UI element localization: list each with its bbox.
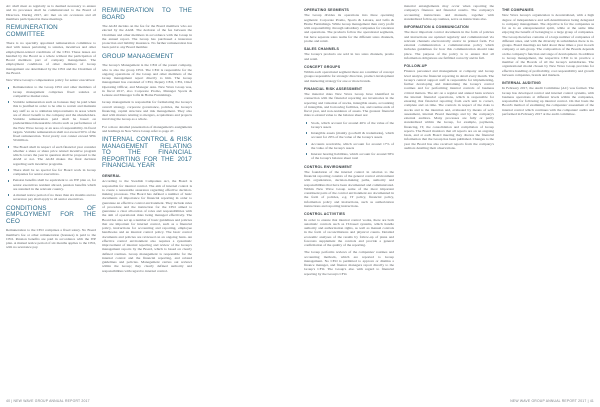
remuneration-committee-heading: REMUNERATION COMMITTEE bbox=[6, 24, 58, 38]
list-item: Interest bearing liabilities, which account for around 58% of the Group's balance sheet total bbox=[311, 152, 394, 161]
control-environment-subheading: CONTROL ENVIRONMENT bbox=[304, 164, 353, 169]
concept-groups-subheading: CONCEPT GROUPS bbox=[304, 64, 341, 69]
group-management-paragraph-3: For a more detailed presentation of management's assignments and holdings in New Wave Group refer to page 47. bbox=[102, 124, 192, 133]
intro-paragraph: AC shall meet as regularly as is deemed necessary to ensure and its processes shall be communicated to the Board of Directors. During 2017, AC met on six occasions and all members participated in these meetings. bbox=[6, 4, 96, 21]
list-item: Pension benefits shall be equivalent to an ITP plan or, for senior executives resident abroad, pension benefits which are standard in the relevant country. bbox=[13, 178, 96, 191]
sales-channels-subheading: SALES CHANNELS bbox=[304, 47, 340, 52]
risk-list bbox=[304, 121, 394, 161]
general-paragraph: According to the Swedish Companies Act, the Board is responsible for internal control. The aim of internal control is to create a reasonable assurance regarding effective decision-making processes. The Board has defined a number of basic documents of importance for financial reporting in order to guarantee an effective control environment. They include rules of procedure and the instruction for the CEO aimed to guarantee a clear allocation of roles and responsibilities with the aim of operational risks being managed effectively. The Board has also set up a number of basic guidelines and policies that are important for internal control, such as a financial policy, instructions for accounting and reporting, employee handbooks and an internal control policy. The basic control documents and policies are reviewed on an ongoing basis. An effective control environment also requires a systematic improvement of internal reporting and review of the Group's management reports by the Board, which is based on clearly defined routines. Group management is responsible for the internal control and the financial reporting, and related guidelines and policies. Management carries out reviews within the Group; they clearly defined authority and responsibilities with regard to internal control. bbox=[102, 179, 192, 273]
right-page-footer: NEW WAVE GROUP ANNUAL REPORT 2017 | 41 bbox=[510, 399, 594, 403]
group-management-heading: GROUP MANAGEMENT bbox=[102, 52, 174, 60]
remuneration-paragraph: There is no specially appointed remuneration committee to deal with issues pertaining to salaries, incentives and other employment-related conditions of the CEO. These issues are handled by the Board as a whole without the participation of Board members part of company management. The employment conditions of other members of Group management are determined by the CEO and the Chairman of the Board. bbox=[6, 41, 96, 75]
follow-up-paragraph: Finance personnel and management at company and Group level analyse the financial reporting in detail every month. The Group's central support staff is responsible for implementing, further developing and maintaining the Group's control routines and for performing internal controls of business critical matters. The AC on a regular and annual basis reviews the internal financial operations, which is responsible for ensuring that financial reporting from each unit is correct, complete and on time. The controls in respect of the risks to stocks and is the intention and, evaluated by means of self-assessment, internal Board meetings and by the company's external auditors. Many processes are fully or partly standardized within the Group, for example, payments, financing, IT, the consolidation and compilation of Group reports. The Board monitors that all reports are on an ongoing basis, and at each Board meeting they discuss the financial information that the Group has been published. Changes to the year the Board has also received reports from the company's auditors detailing their observations. bbox=[404, 69, 494, 150]
left-column-1 bbox=[6, 4, 96, 392]
companies-paragraph: New Wave Group's organization is decentralized, with a high degree of independence and self-determination being delegated to company management. The objective is for the companies as far as is an entrepreneurial spirit, while at the same time enjoying the benefit of belonging to a large group of companies. The Group therefore contains of a large number of companies of different sizes, and with the diversity in subsidiaries there is in-groups. Board meetings are held about three times a year in each company or sub-group. The composition of the Boards depends on the company's function and stage of development. In addition to Group management, the respective CEO is in practice a member of the Boards of all the Group's subsidiaries. The organizational model chosen by New Wave Group provides for effective handling of profitability, cost responsibility and growth between companies, brands and markets. bbox=[502, 13, 594, 77]
sales-channels-paragraph: The Group's products are sold in two sales channels, promo and retail. bbox=[304, 52, 394, 61]
board-remuneration-heading: REMUNERATION TO THE BOARD bbox=[102, 7, 192, 21]
control-activities-subheading: CONTROL ACTIVITIES bbox=[304, 212, 346, 217]
companies-subheading: THE COMPANIES bbox=[502, 8, 534, 12]
group-management-paragraph-2: Group management is responsible for formulating the Group's overall strategy, corporate governance, policies, the Group's financing, capital structure and risk management. They also deal with matters relating to mergers, acquisitions and projects involving the Group as a whole. bbox=[102, 100, 192, 122]
information-communication-subheading: INFORMATION & COMMUNICATION bbox=[404, 25, 469, 29]
board-remuneration-paragraph: The AGM decides on the fee for the Board members who are elected by the AGM. The decision of the fee between the Chairman and other members in accordance with the Group in the annual report. The Group has purchased a insurance protection and liability insurance. No further remuneration has been paid to any Board member. bbox=[102, 24, 192, 50]
list-item: Accounts receivable, which account for around 17% of the value of the Group's assets bbox=[311, 141, 394, 150]
compensation-policy-paragraph: New Wave Group's compensation policy for senior executives: bbox=[6, 78, 96, 83]
control-environment-paragraph: The foundation of the internal control in relation to the financial reporting consists of the general control environment with organization, decision-making paths, authority and responsibilities that have been documented and communicated. Within New Wave Group some of the most important constituent parts of the control environment are documented in the form of policies, e.g. IT policy, financial policy, information policy and instructions, such as authorization instructions and reporting instructions. bbox=[304, 169, 394, 208]
operating-segments-paragraph: The Group divides its operations into three operating segments: Corporate Promo, Sports & Leisure, and Gifts & Home Furnishings. While Group management then carry profit with responsibility, through subsidiary companies for retention and operations. The products follow the operational segments, but have separate sales teams for the different sales channels, promo and retail. bbox=[304, 13, 394, 43]
control-activities-paragraph-1: In order to ensure that internal control works, there are both automatic controls such as IT-based systems, which handle authority and authorization rights, as well as manual controls in the form of reconciliations and physical counts. Detailed economic analyses of the results by follow-up of plans and forecasts supplement the controls and provide a general confirmation of the quality of the reporting. bbox=[304, 217, 394, 248]
financial-risk-paragraph: The material risks New Wave Group have identified in connection with the financial reporting are inventories in the reporting and valuation of stocks, intangible assets, accounting of intangible, and borrowing facilities, tax, and routine ends of fiscal year, and non-residence of assets. The greatest financial risks to extend value to the balance sheet are: bbox=[304, 92, 394, 118]
left-column-2 bbox=[102, 4, 192, 392]
operating-segments-subheading: OPERATING SEGMENTS bbox=[304, 8, 349, 12]
internal-control-heading: INTERNAL CONTROL & RISK MANAGEMENT RELATING TO THE FINANCIAL REPORTING FOR THE 2017 FINANCIAL YEAR bbox=[102, 136, 192, 170]
follow-up-subheading: FOLLOW-UP bbox=[404, 64, 428, 69]
list-item: The Board shall in respect of each financial year consider whether a share or share price related incentive program which covers the year in question shall be proposed to the AGM or not. The AGM makes the final decision regarding such incentive programs. bbox=[13, 144, 96, 166]
list-item: Variable remuneration such as bonuses may be paid when this is justified in order to be able to recruit and maintain key staff so as to stimulate improvements in areas which are of direct benefit to the company and the shareholders. Variable remuneration paid shall be based on predetermined measurable criteria such as performance of the New Wave Group or an area of responsibility. In fiscal targets. Variable remuneration shall not exceed 50% of the fixed remuneration. Total yearly cost cannot exceed SEK 50 million. bbox=[13, 100, 96, 143]
list-item: Remuneration to the Group CEO and other members of Group management comprises fixed salaries at competitive market rates. bbox=[13, 85, 96, 98]
list-item: There shall be no special fee for Board work in Group companies for senior executives. bbox=[13, 167, 96, 177]
list-item: Intangible assets (mainly goodwill & trademarks), which account for 29% of the value of the Group's assets bbox=[311, 131, 394, 140]
right-column-3 bbox=[502, 4, 594, 392]
information-communication-paragraph: The most important control documents in the form of policies and instructions are updated regularly and communicated via relevant channels electronically and/or in printed form. For external communication a communication policy which includes guidelines for how this communication should take place. The purpose of the policy is to ensure that all information obligations are fulfilled correctly and in full. bbox=[404, 30, 494, 60]
internal-auditing-subheading: INTERNAL AUDITING bbox=[502, 81, 541, 86]
general-subheading: GENERAL bbox=[102, 174, 121, 178]
ceo-conditions-heading: CONDITIONS OF EMPLOYMENT FOR THE CEO bbox=[6, 204, 96, 225]
right-column-1 bbox=[304, 4, 394, 392]
right-page bbox=[302, 0, 600, 407]
concept-groups-paragraph: Within each operational segment there are a number of concept groups responsible for strategic direction, product development and marketing strategy for one or more brands. bbox=[304, 70, 394, 83]
list-item: Stock, which account for around 46% of the value of the Group's assets bbox=[311, 120, 394, 129]
left-page bbox=[0, 0, 298, 407]
list-item: A mutual notice period of no more than six months and no severance pay shall apply to all senior executives. bbox=[13, 193, 96, 202]
compensation-policy-list bbox=[6, 85, 96, 201]
financial-risk-subheading: FINANCIAL RISK ASSESSMENT bbox=[304, 86, 363, 91]
internal-auditing-paragraph: In February 2017, the Audit Committee (AC) was formed. The Group has developed control and internal control systems, with business operations at different levels within the companies, responsible for following up internal control. On that basis the Board's method of examining the companies' assessment of the internal control which continues with the companies' audits and performed in February 2017 at the audit committee. bbox=[502, 86, 594, 116]
continuation-paragraph: material entanglements may occur when reporting the company's finances and financial results. The company's accounting instructions and manuals, together with standardized follow-up routines, serve as instructions also. bbox=[404, 4, 494, 21]
ceo-conditions-paragraph: Remuneration to the CEO comprises a fixed salary. No Board member's fee or other remuneration (bonuses) is paid to the CEO. Pension benefits are paid in accordance with the ITP plan. A mutual notice period of six months applies to the CEO, with no severance pay. bbox=[6, 228, 96, 250]
right-column-2 bbox=[404, 4, 494, 392]
group-management-paragraph-1: The Group's Management is the CEO of the parent company, who is also the group CEO. The CEO is responsible for the ongoing operations of the Group and other members of the Group management report directly to him. The Group management has consisted of CEO, Deputy CEO, CFO, Chief Operating Officer, and Manager Asia. New Wave Group was, in fiscal 2017, also Corporate Promo, Manager Sports & Leisure and Manager Gifts & Home Furnishings. bbox=[102, 63, 192, 98]
control-activities-paragraph-2: The Group performs reviews of the companies' routines and accounting methods, which are reported to Group management. No CEO is permitted to approve or dismiss a finance manager, and finance managers report directly to the Group's CFO. The Group's also with regard to financial reporting by the Group's CFO. bbox=[304, 250, 394, 276]
left-page-footer: 40 | NEW WAVE GROUP ANNUAL REPORT 2017 bbox=[6, 399, 90, 403]
